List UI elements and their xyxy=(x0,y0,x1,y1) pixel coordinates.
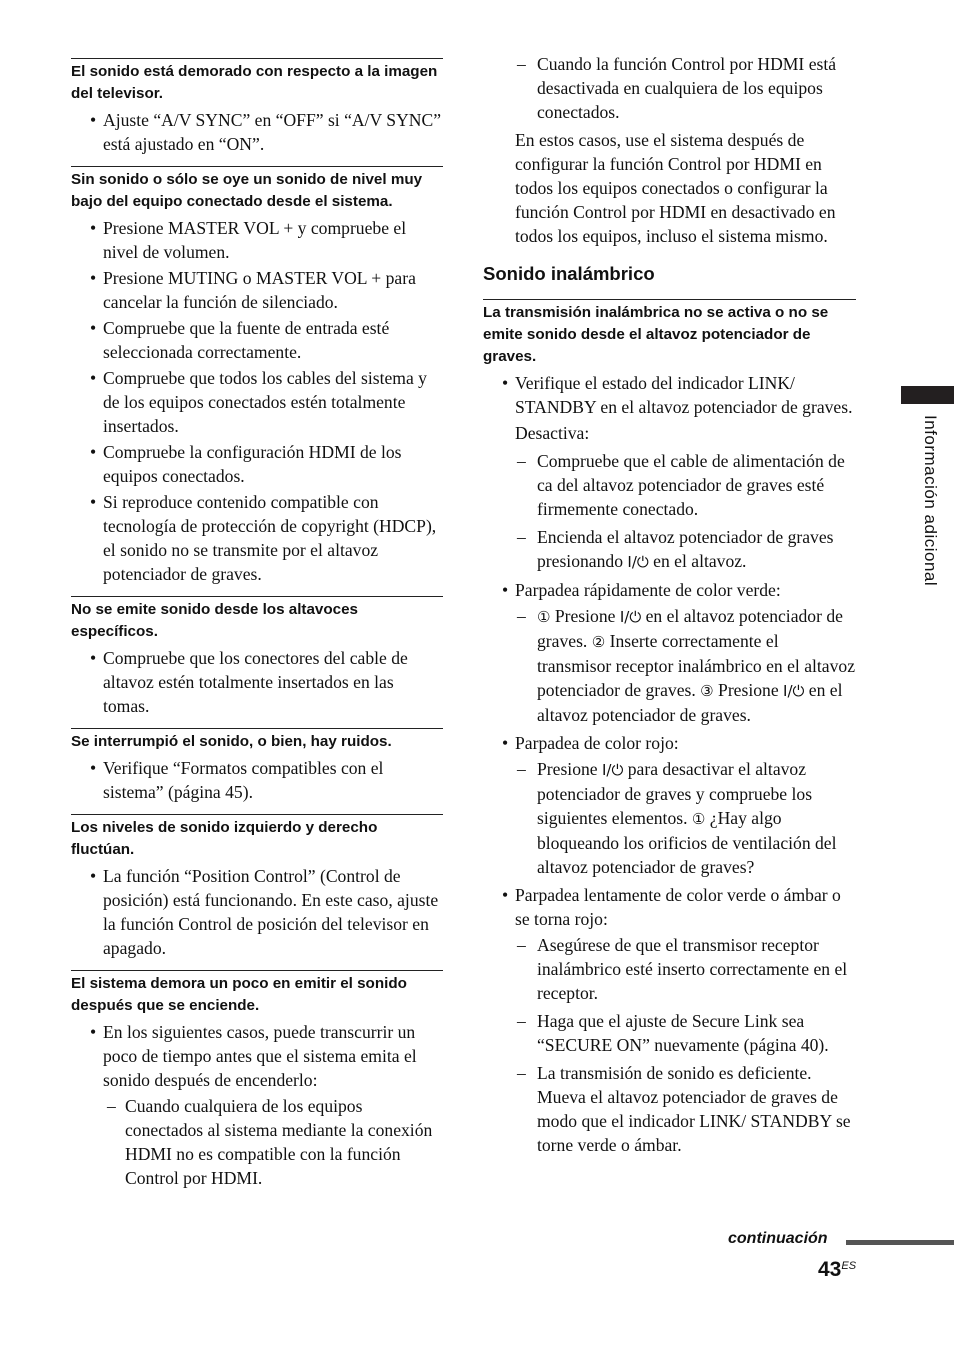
section-heading: Los niveles de sonido izquierdo y derecho fluctúan. xyxy=(71,814,443,861)
section-heading: El sistema demora un poco en emitir el sonido después que se enciende. xyxy=(71,970,443,1017)
right-column xyxy=(483,52,856,1161)
text-run: para desactivar el altavoz potenciador de graves y compruebe los siguientes elementos. xyxy=(537,759,813,828)
step-three-icon: ③ xyxy=(700,682,714,700)
step-one-icon: ① xyxy=(691,810,706,828)
dash-item xyxy=(483,525,856,574)
bullet-item: • En los siguientes casos, puede transcurrir un poco de tiempo antes que el sistema emita el sonido después de encenderlo: xyxy=(71,1020,443,1092)
bullet-item: • Compruebe que todos los cables del sistema y de los equipos conectados estén totalmente insertados. xyxy=(71,366,443,438)
page-number-value: 43 xyxy=(818,1258,842,1281)
bullet-item: • Compruebe que la fuente de entrada esté seleccionada correctamente. xyxy=(71,316,443,364)
bullet-item: • Compruebe la configuración HDMI de los equipos conectados. xyxy=(71,440,443,488)
bullet-item: • Parpadea de color rojo: xyxy=(483,731,856,755)
section-heading: La transmisión inalámbrica no se activa o no se emite sonido desde el altavoz potenciador de graves. xyxy=(483,299,856,368)
side-tab-marker xyxy=(901,386,954,404)
text-run: Encienda el altavoz potenciador de graves presionando xyxy=(537,527,834,571)
text-run: Presione xyxy=(718,680,779,700)
power-icon: I/⏻ xyxy=(627,553,649,571)
dash-item: – Haga que el ajuste de Secure Link sea “SECURE ON” nuevamente (página 40). xyxy=(483,1009,856,1057)
text-run: ¿Hay algo bloqueando los orificios de ventilación del altavoz potenciador de graves? xyxy=(537,808,837,877)
continuation-label: continuación xyxy=(728,1230,828,1247)
left-column xyxy=(71,58,443,1194)
bullet-item: • Verifique “Formatos compatibles con el sistema” (página 45). xyxy=(71,756,443,804)
section-heading: Se interrumpió el sonido, o bien, hay ruidos. xyxy=(71,728,443,753)
side-tab-label: Información adicional xyxy=(921,415,940,587)
paragraph: En estos casos, use el sistema después de configurar la función Control por HDMI en todos los equipos conectados o configurar la función Control por HDMI en desactivado en todos los equipos, incluso el sistema mismo. xyxy=(515,130,836,246)
dash-item: – Cuando cualquiera de los equipos conectados al sistema mediante la conexión HDMI no es compatible con la función Control por HDMI. xyxy=(71,1094,443,1190)
power-icon: I/⏻ xyxy=(602,761,624,779)
step-two-icon: ② xyxy=(591,633,606,651)
dash-item xyxy=(483,757,856,879)
text-run: Inserte correctamente el transmisor receptor inalámbrico en el altavoz potenciador de graves. xyxy=(537,631,856,700)
continuation-bar xyxy=(846,1240,954,1245)
paragraph: Desactiva: xyxy=(515,423,590,443)
section-heading: No se emite sonido desde los altavoces específicos. xyxy=(71,596,443,643)
power-icon: I/⏻ xyxy=(783,682,805,700)
dash-item: – Compruebe que el cable de alimentación de ca del altavoz potenciador de graves esté firmemente conectado. xyxy=(483,449,856,521)
bullet-item: • Parpadea rápidamente de color verde: xyxy=(483,578,856,602)
bullet-item: • Ajuste “A/V SYNC” en “OFF” si “A/V SYNC” está ajustado en “ON”. xyxy=(71,108,443,156)
text-run: Presione xyxy=(537,759,598,779)
dash-item: – Asegúrese de que el transmisor receptor inalámbrico esté inserto correctamente en el receptor. xyxy=(483,933,856,1005)
bullet-item: • La función “Position Control” (Control de posición) está funcionando. En este caso, ajuste la función Control de posición del televisor en apagado. xyxy=(71,864,443,960)
dash-item: – La transmisión de sonido es deficiente. Mueva el altavoz potenciador de graves de modo que el indicador LINK/ STANDBY se torne verde o ámbar. xyxy=(483,1061,856,1157)
text-run: en el altavoz potenciador de graves. xyxy=(537,680,843,725)
dash-item xyxy=(483,604,856,727)
bullet-item: • Si reproduce contenido compatible con tecnología de protección de copyright (HDCP), el sonido no se transmite por el altavoz potenciador de graves. xyxy=(71,490,443,586)
text-run: en el altavoz potenciador de graves. xyxy=(537,606,843,651)
power-icon: I/⏻ xyxy=(619,608,642,626)
language-code: ES xyxy=(841,1260,857,1272)
section-heading: El sonido está demorado con respecto a la imagen del televisor. xyxy=(71,58,443,105)
bullet-item: • Parpadea lentamente de color verde o ámbar o se torna rojo: xyxy=(483,883,856,931)
subsection-title: Sonido inalámbrico xyxy=(483,263,655,284)
text-run: Presione xyxy=(554,606,616,626)
bullet-item: • Compruebe que los conectores del cable de altavoz estén totalmente insertados en las tomas. xyxy=(71,646,443,718)
page-number xyxy=(818,1258,856,1282)
bullet-item: • Presione MASTER VOL + y compruebe el nivel de volumen. xyxy=(71,216,443,264)
text-run: en el altavoz. xyxy=(653,551,747,571)
bullet-item: • Presione MUTING o MASTER VOL + para cancelar la función de silenciado. xyxy=(71,266,443,314)
dash-item: – Cuando la función Control por HDMI está desactivada en cualquiera de los equipos conectados. xyxy=(483,52,856,124)
section-heading: Sin sonido o sólo se oye un sonido de nivel muy bajo del equipo conectado desde el sistema. xyxy=(71,166,443,213)
step-one-icon: ① xyxy=(537,608,551,626)
bullet-item: • Verifique el estado del indicador LINK/ STANDBY en el altavoz potenciador de graves. xyxy=(483,371,856,419)
